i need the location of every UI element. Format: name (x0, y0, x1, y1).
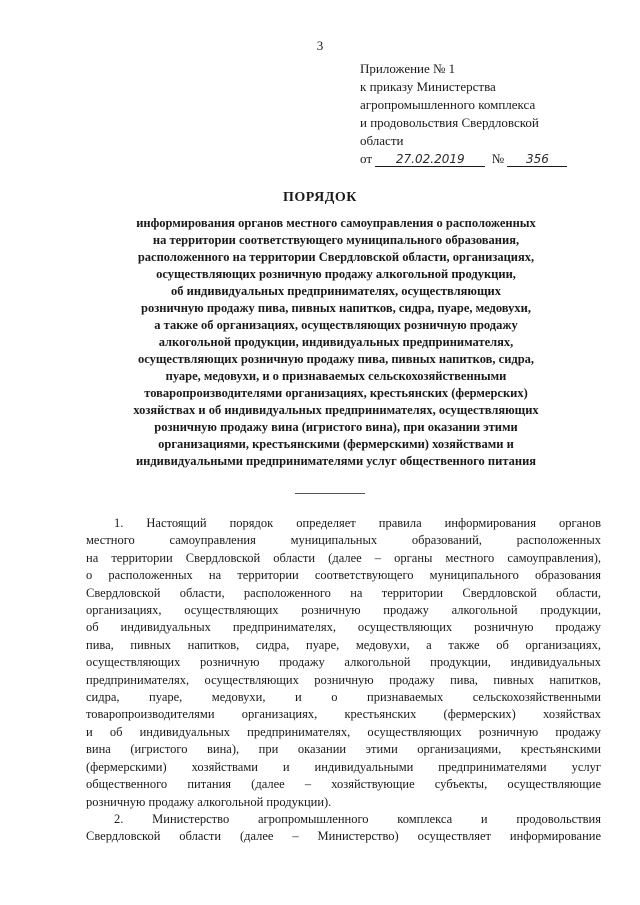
subtitle-line: розничную продажу вина (игристого вина), при оказании этими (154, 420, 518, 434)
body-line: Свердловской области (далее – Министерство) осуществляет информирование (86, 829, 601, 844)
subtitle-line: алкогольной продукции, индивидуальных предпринимателях, (158, 335, 514, 349)
subtitle-line: розничную продажу пива, пивных напитков, сидра, пуаре, медовухи, (141, 301, 531, 315)
body-line: осуществляющих розничную продажу алкогольной продукции, индивидуальных (86, 655, 601, 670)
subtitle-line: индивидуальными предпринимателями услуг общественного питания (135, 454, 537, 468)
body-line: Свердловской области, расположенного на территории Свердловской области, (86, 585, 601, 600)
handwritten-date: 27.02.2019 (375, 152, 485, 167)
document-title: ПОРЯДОК (283, 190, 357, 205)
subtitle-line: пуаре, медовухи, и о признаваемых сельскохозяйственными (165, 369, 507, 383)
subtitle-line: осуществляющих розничную продажу алкогольной продукции, (156, 267, 516, 281)
appendix-line: и продовольствия Свердловской (360, 115, 539, 130)
body-line: вина (игристого вина), при оказании этими организациями, крестьянскими (86, 742, 601, 757)
handwritten-number: 356 (507, 152, 567, 167)
appendix-line: Приложение № 1 (360, 61, 456, 76)
appendix-line: к приказу Министерства (360, 79, 496, 94)
body-line: местного самоуправления муниципальных образований, расположенных (86, 533, 601, 548)
body-line: о расположенных на территории соответствующего муниципального образования (86, 568, 601, 583)
body-line: об индивидуальных предпринимателях, осуществляющих розничную продажу (86, 620, 601, 635)
appendix-block (360, 60, 610, 168)
body-line: 2. Министерство агропромышленного комплекса и продовольствия (114, 811, 601, 826)
body-line: пива, пивных напитков, сидра, пуаре, медовухи, а также об организациях, (86, 637, 601, 652)
document-subtitle (86, 215, 586, 470)
subtitle-line: осуществляющих розничную продажу пива, пивных напитков, сидра, (137, 352, 535, 366)
page-number: 3 (316, 38, 324, 53)
body-line: и об индивидуальных предпринимателях, осуществляющих розничную продажу (86, 724, 601, 739)
section-divider (295, 493, 365, 494)
body-line: 1. Настоящий порядок определяет правила информирования органов (114, 516, 601, 530)
body-line: розничную продажу алкогольной продукции). (86, 794, 332, 809)
number-prefix: № (491, 151, 505, 166)
order-date-number-line (360, 150, 610, 168)
body-text (86, 515, 601, 846)
body-line: (фермерскими) хозяйствами и индивидуальными предпринимателями услуг (86, 759, 601, 774)
subtitle-line: хозяйствах и об индивидуальных предпринимателях, осуществляющих (133, 403, 539, 417)
body-line: на территории Свердловской области (далее – органы местного самоуправления), (86, 550, 601, 565)
subtitle-line: информирования органов местного самоуправления о расположенных (136, 216, 536, 230)
appendix-line: области (360, 133, 404, 148)
subtitle-line: об индивидуальных предпринимателях, осуществляющих (171, 284, 501, 298)
subtitle-line: на территории соответствующего муниципального образования, (152, 233, 520, 247)
appendix-line: агропромышленного комплекса (360, 97, 536, 112)
body-line: сидра, пуаре, медовухи, и о признаваемых сельскохозяйственными (86, 690, 601, 705)
subtitle-line: организациями, крестьянскими (фермерскими) хозяйствами и (158, 437, 514, 451)
body-line: общественного питания (далее – хозяйствующие субъекты, осуществляющие (86, 777, 601, 792)
subtitle-line: а также об организациях, осуществляющих розничную продажу (154, 318, 518, 332)
date-prefix: от (360, 151, 373, 166)
subtitle-line: товаропроизводителями организациях, крестьянских (фермерских) (144, 386, 528, 400)
body-line: организациях, осуществляющих розничную продажу алкогольной продукции, (86, 603, 601, 618)
body-line: товаропроизводителями организациях, крестьянских (фермерских) хозяйствах (86, 707, 601, 722)
subtitle-line: расположенного на территории Свердловской области, организациях, (137, 250, 535, 264)
body-line: предпринимателях, осуществляющих розничную продажу пива, пивных напитков, (86, 672, 601, 687)
